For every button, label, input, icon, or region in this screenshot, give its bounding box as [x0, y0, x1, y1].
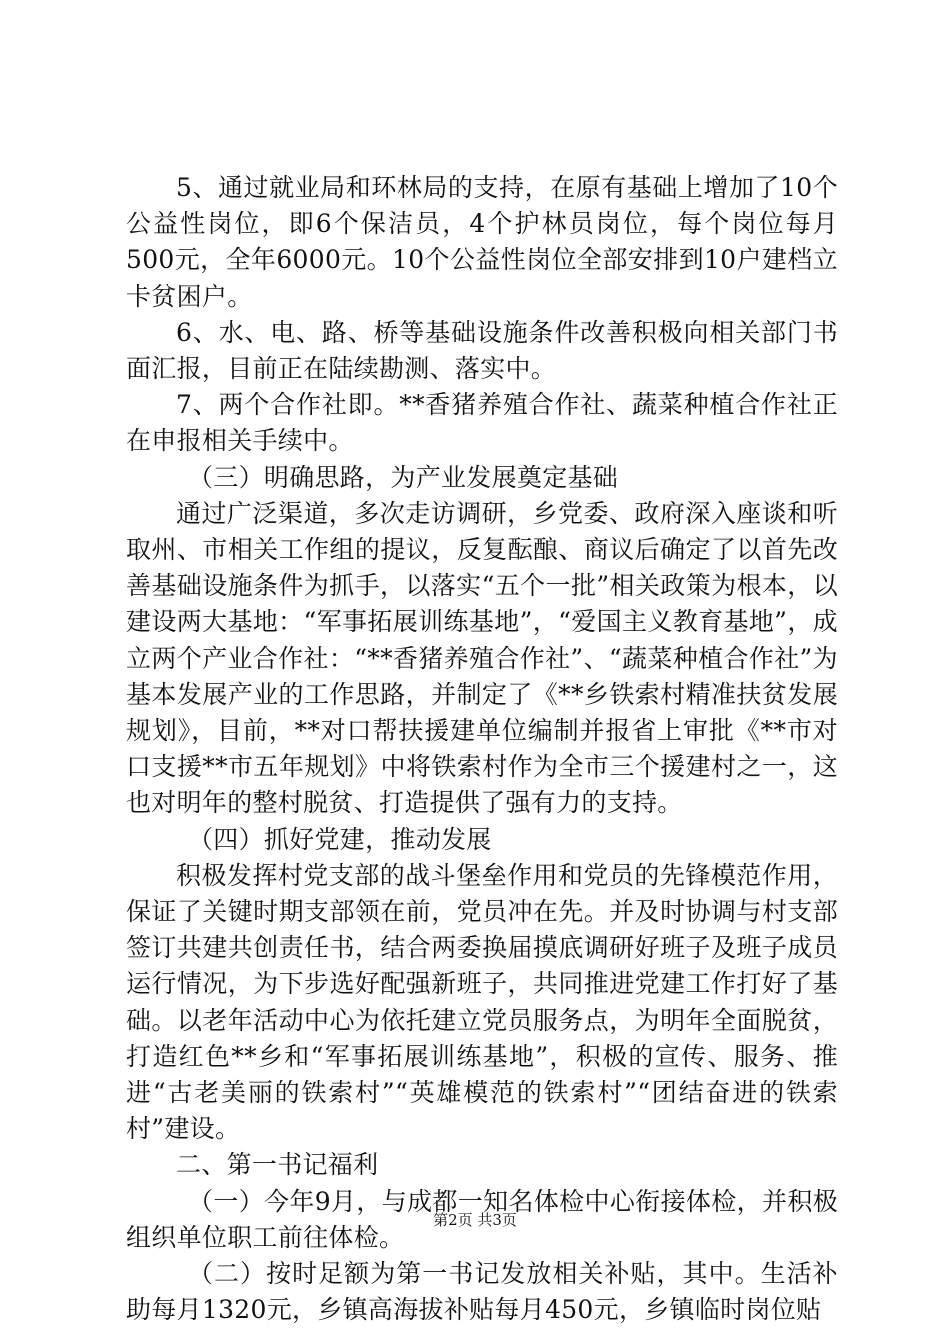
document-body [126, 170, 838, 1329]
page-number: 第2页 共3页 [433, 1211, 517, 1229]
section-heading-2: 二、第一书记福利 [176, 1150, 379, 1180]
paragraph-item-7: 7、两个合作社即。**香猪养殖合作社、蔬菜种植合作社正在申报相关手续中。 [126, 390, 838, 456]
paragraph-party-building: 积极发挥村党支部的战斗堡垒作用和党员的先锋模范作用，保证了关键时期支部领在前，党员冲在先。并及时协调与村支部签订共建共创责任书，结合两委换届摸底调研好班子及班子成员运行情况，为下步选好配强新班子，共同推进党建工作打好了基础。以老年活动中心为依托建立党员服务点，为明年全面脱贫，打造红色**乡和“军事拓展训练基地”，积极的宣传、服务、推进“古老美丽的铁索村”“英雄模范的铁索村”“团结奋进的铁索村”建设。 [126, 860, 838, 1144]
paragraph-strategy: 通过广泛渠道，多次走访调研，乡党委、政府深入座谈和听取州、市相关工作组的提议，反复酝酿、商议后确定了以首先改善基础设施条件为抓手，以落实“五个一批”相关政策为根本，以建设两大基地：“军事拓展训练基地”，“爱国主义教育基地”，成立两个产业合作社：“**香猪养殖合作社”、“蔬菜种植合作社”为基本发展产业的工作思路，并制定了《**乡铁索村精准扶贫发展规划》，目前，**对口帮扶援建单位编制并报省上审批《**市对口支援**市五年规划》中将铁索村作为全市三个援建村之一，这也对明年的整村脱贫、打造提供了强有力的支持。 [126, 498, 838, 818]
page-footer [0, 1210, 950, 1230]
section-heading-4: （四）抓好党建，推动发展 [188, 824, 492, 854]
paragraph-welfare-1: （一）今年9月，与成都一知名体检中心衔接体检，并积极组织单位职工前往体检。 [126, 1186, 838, 1252]
section-heading-3: （三）明确思路，为产业发展奠定基础 [188, 462, 619, 492]
paragraph-welfare-2: （二）按时足额为第一书记发放相关补贴，其中。生活补助每月1320元，乡镇高海拔补贴每月450元，乡镇临时岗位贴 [126, 1259, 838, 1325]
paragraph-item-5: 5、通过就业局和环林局的支持，在原有基础上增加了10个公益性岗位，即6个保洁员，4个护林员岗位，每个岗位每月500元，全年6000元。10个公益性岗位全部安排到10户建档立卡贫困户。 [126, 173, 838, 311]
paragraph-item-6: 6、水、电、路、桥等基础设施条件改善积极向相关部门书面汇报，目前正在陆续勘测、落实中。 [126, 317, 838, 384]
